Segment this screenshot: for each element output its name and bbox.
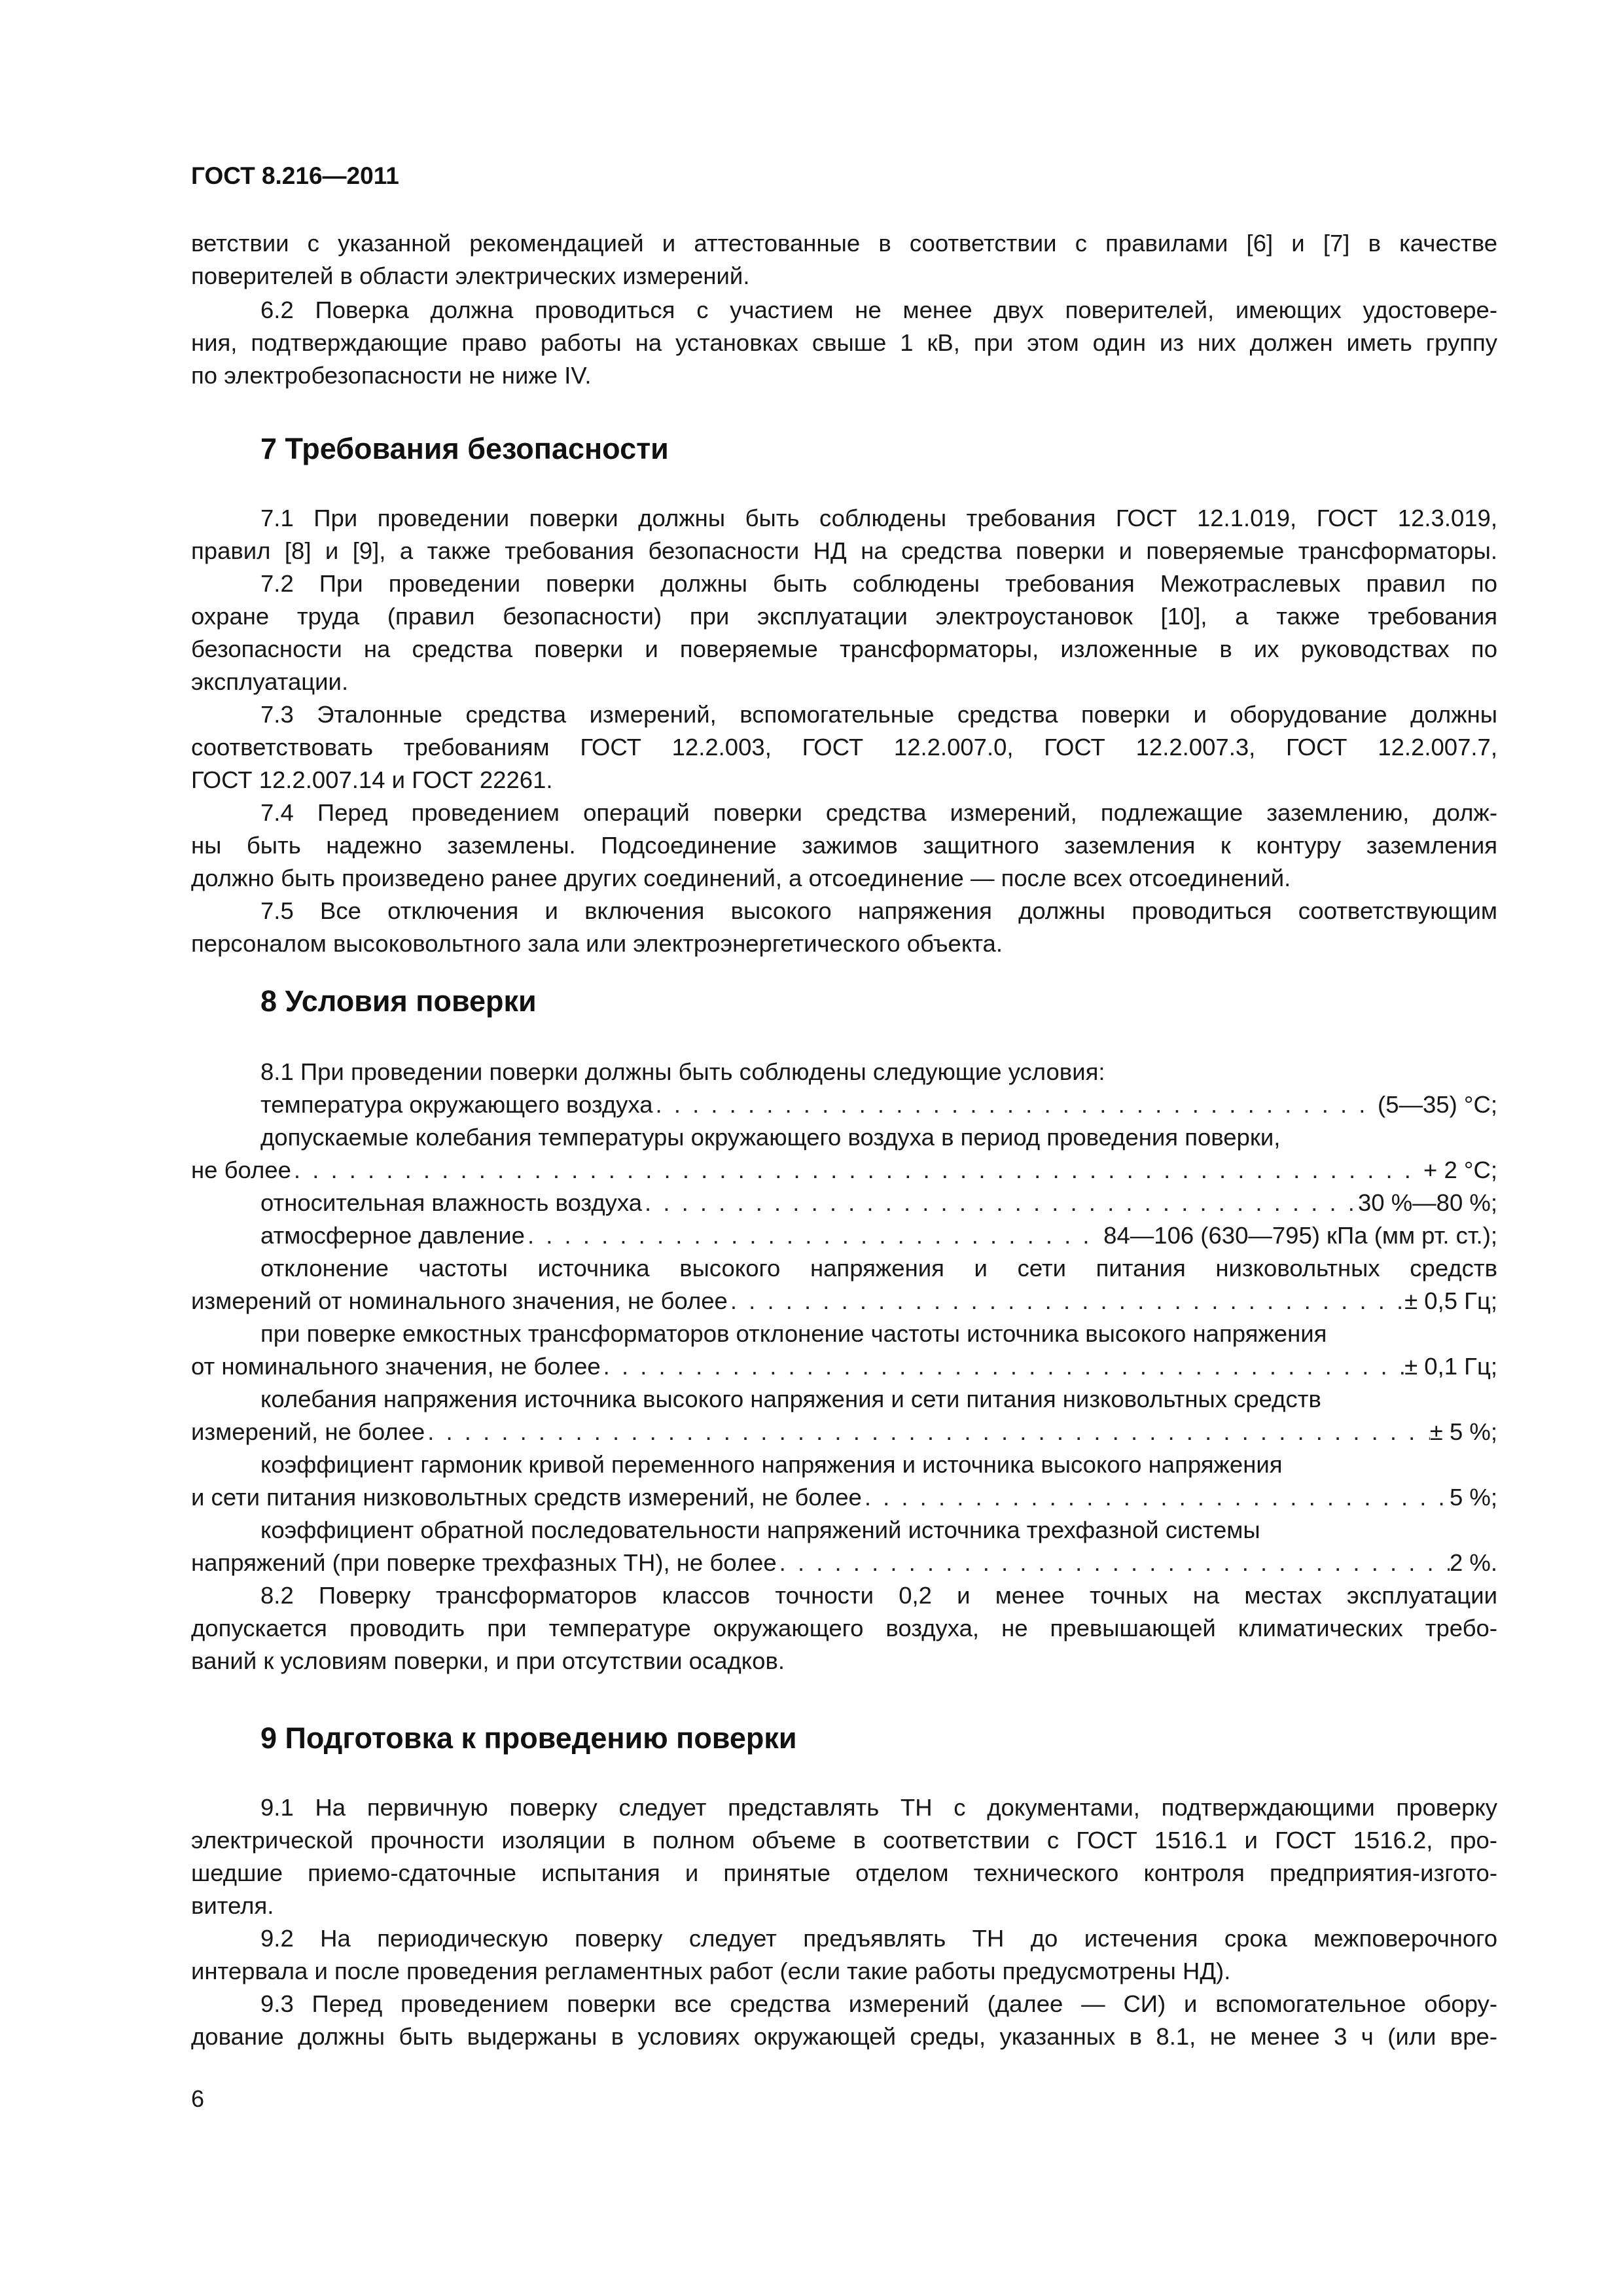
paragraph-7-2-line: безопасности на средства поверки и поверяемые трансформаторы, изложенные в их руководствах по bbox=[191, 636, 1497, 662]
paragraph-7-1-line: правил [8] и [9], а также требования безопасности НД на средства поверки и поверяемые трансформаторы. bbox=[191, 537, 1497, 564]
paragraph-7-3-line: ГОСТ 12.2.007.14 и ГОСТ 22261. bbox=[191, 766, 553, 793]
condition-negative-sequence-line: коэффициент обратной последовательности напряжений источника трехфазной системы bbox=[260, 1516, 1260, 1543]
condition-capacitive bbox=[191, 1351, 1497, 1382]
paragraph-7-4-line: ны быть надежно заземлены. Подсоединение зажимов защитного заземления к контуру заземления bbox=[191, 832, 1497, 859]
paragraph-7-4-line: должно быть произведено ранее других соединений, а отсоединение — после всех отсоединений. bbox=[191, 865, 1291, 891]
condition-value: (5—35) °С; bbox=[1378, 1091, 1497, 1118]
condition-label: не более bbox=[191, 1157, 291, 1183]
leader-dots bbox=[525, 1220, 1103, 1251]
leader-dots bbox=[601, 1351, 1404, 1382]
condition-temp-fluctuation-line: допускаемые колебания температуры окружающего воздуха в период проведения поверки, bbox=[260, 1124, 1281, 1151]
condition-harmonics-line: коэффициент гармоник кривой переменного напряжения и источника высокого напряжения bbox=[260, 1451, 1283, 1478]
paragraph-7-3-line: 7.3 Эталонные средства измерений, вспомогательные средства поверки и оборудование должны bbox=[260, 701, 1497, 728]
condition-pressure bbox=[260, 1220, 1497, 1251]
paragraph-8-1-line: 8.1 При проведении поверки должны быть соблюдены следующие условия: bbox=[260, 1058, 1105, 1085]
intro-line: ветствии с указанной рекомендацией и аттестованные в соответствии с правилами [6] и [7] в качестве bbox=[191, 230, 1497, 257]
condition-label: и сети питания низковольтных средств измерений, не более bbox=[191, 1484, 862, 1511]
paragraph-7-4-line: 7.4 Перед проведением операций поверки средства измерений, подлежащие заземлению, долж- bbox=[260, 799, 1497, 826]
paragraph-9-1-line: шедшие приемо-сдаточные испытания и принятые отделом технического контроля предприятия-изгото- bbox=[191, 1859, 1497, 1886]
condition-label: измерений от номинального значения, не более bbox=[191, 1287, 728, 1314]
paragraph-8-2-line: ваний к условиям поверки, и при отсутствии осадков. bbox=[191, 1647, 785, 1674]
condition-capacitive-line: при поверке емкостных трансформаторов отклонение частоты источника высокого напряжения bbox=[260, 1320, 1327, 1347]
leader-dots bbox=[291, 1155, 1423, 1186]
condition-voltage-line: колебания напряжения источника высокого напряжения и сети питания низковольтных средств bbox=[260, 1386, 1321, 1412]
paragraph-9-3-line: 9.3 Перед проведением поверки все средства измерений (далее — СИ) и вспомогательное обору- bbox=[260, 1990, 1497, 2017]
condition-negative-sequence bbox=[191, 1547, 1497, 1579]
paragraph-9-2-line: интервала и после проведения регламентных работ (если такие работы предусмотрены НД). bbox=[191, 1958, 1231, 1984]
paragraph-7-5-line: персоналом высоковольтного зала или электроэнергетического объекта. bbox=[191, 930, 1003, 957]
condition-harmonics bbox=[191, 1482, 1497, 1513]
paragraph-7-2-line: охране труда (правил безопасности) при эксплуатации электроустановок [10], а также требования bbox=[191, 603, 1497, 630]
condition-label: температура окружающего воздуха bbox=[260, 1091, 653, 1118]
leader-dots bbox=[728, 1285, 1404, 1317]
section-7-heading: 7 Требования безопасности bbox=[260, 432, 669, 465]
paragraph-9-1-line: 9.1 На первичную поверку следует представлять ТН с документами, подтверждающими проверку bbox=[260, 1794, 1497, 1821]
leader-dots bbox=[862, 1482, 1450, 1513]
document-header: ГОСТ 8.216—2011 bbox=[191, 162, 399, 189]
condition-value: + 2 °С; bbox=[1423, 1157, 1497, 1183]
section-8-heading: 8 Условия поверки bbox=[260, 984, 537, 1018]
condition-label: относительная влажность воздуха bbox=[260, 1189, 643, 1216]
condition-value: 30 %—80 %; bbox=[1357, 1189, 1497, 1216]
condition-value: 2 %. bbox=[1449, 1549, 1497, 1576]
condition-label: от номинального значения, не более bbox=[191, 1353, 601, 1380]
condition-frequency-line: отклонение частоты источника высокого напряжения и сети питания низковольтных средств bbox=[260, 1255, 1497, 1282]
condition-value: ± 0,1 Гц; bbox=[1404, 1353, 1497, 1380]
section-9-heading: 9 Подготовка к проведению поверки bbox=[260, 1721, 797, 1755]
paragraph-8-2-line: 8.2 Поверку трансформаторов классов точности 0,2 и менее точных на местах эксплуатации bbox=[260, 1582, 1497, 1609]
condition-value: 84—106 (630—795) кПа (мм рт. ст.); bbox=[1103, 1222, 1497, 1249]
condition-temperature bbox=[260, 1089, 1497, 1121]
condition-label: атмосферное давление bbox=[260, 1222, 525, 1249]
condition-temp-fluctuation bbox=[191, 1155, 1497, 1186]
paragraph-8-2-line: допускается проводить при температуре окружающего воздуха, не превышающей климатических требо- bbox=[191, 1615, 1497, 1641]
leader-dots bbox=[642, 1187, 1358, 1219]
leader-dots bbox=[425, 1416, 1430, 1448]
paragraph-6-2-line: по электробезопасности не ниже IV. bbox=[191, 362, 592, 389]
condition-value: ± 0,5 Гц; bbox=[1404, 1287, 1497, 1314]
paragraph-9-3-line: дование должны быть выдержаны в условиях окружающей среды, указанных в 8.1, не менее 3 ч (или вре- bbox=[191, 2023, 1497, 2050]
paragraph-7-2-line: 7.2 При проведении поверки должны быть соблюдены требования Межотраслевых правил по bbox=[260, 570, 1497, 597]
paragraph-9-2-line: 9.2 На периодическую поверку следует предъявлять ТН до истечения срока межповерочного bbox=[260, 1925, 1497, 1952]
condition-frequency bbox=[191, 1285, 1497, 1317]
paragraph-6-2-line: 6.2 Поверка должна проводиться с участием не менее двух поверителей, имеющих удостовере- bbox=[260, 296, 1497, 323]
paragraph-7-3-line: соответствовать требованиям ГОСТ 12.2.003, ГОСТ 12.2.007.0, ГОСТ 12.2.007.3, ГОСТ 12.2.007.7, bbox=[191, 734, 1497, 761]
condition-label: напряжений (при поверке трехфазных ТН), не более bbox=[191, 1549, 777, 1576]
condition-voltage bbox=[191, 1416, 1497, 1448]
paragraph-9-1-line: электрической прочности изоляции в полном объеме в соответствии с ГОСТ 1516.1 и ГОСТ 1516.2, про- bbox=[191, 1827, 1497, 1854]
condition-humidity bbox=[260, 1187, 1497, 1219]
page-number: 6 bbox=[191, 2085, 205, 2112]
intro-line: поверителей в области электрических измерений. bbox=[191, 262, 750, 289]
condition-value: 5 %; bbox=[1449, 1484, 1497, 1511]
paragraph-7-5-line: 7.5 Все отключения и включения высокого напряжения должны проводиться соответствующим bbox=[260, 897, 1497, 924]
leader-dots bbox=[777, 1547, 1450, 1579]
leader-dots bbox=[653, 1089, 1378, 1121]
paragraph-6-2-line: ния, подтверждающие право работы на установках свыше 1 кВ, при этом один из них должен иметь группу bbox=[191, 329, 1497, 356]
condition-label: измерений, не более bbox=[191, 1418, 425, 1445]
paragraph-7-2-line: эксплуатации. bbox=[191, 668, 349, 695]
condition-value: ± 5 %; bbox=[1429, 1418, 1497, 1445]
paragraph-7-1-line: 7.1 При проведении поверки должны быть соблюдены требования ГОСТ 12.1.019, ГОСТ 12.3.019, bbox=[260, 505, 1497, 531]
paragraph-9-1-line: вителя. bbox=[191, 1892, 274, 1919]
